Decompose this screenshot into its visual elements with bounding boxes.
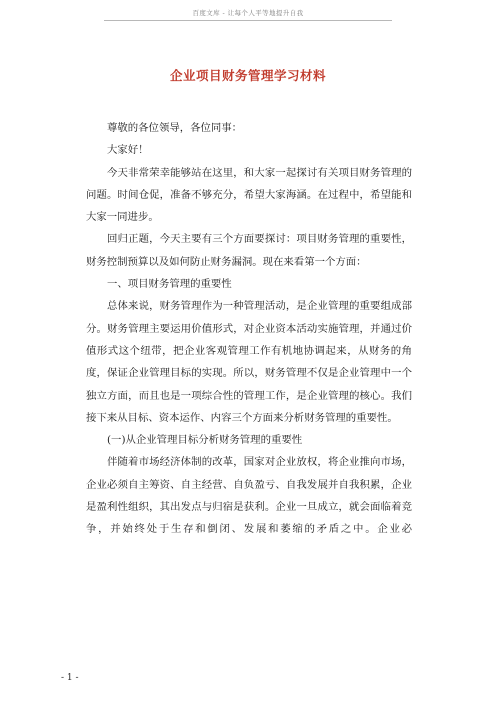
paragraph-agenda: 回归正题，今天主要有三个方面要探讨：项目财务管理的重要性，财务控制预算以及如何防止财务漏洞。现在来看第一个方面： — [86, 233, 412, 268]
body-text — [86, 117, 412, 541]
salutation: 尊敬的各位领导，各位同事： — [107, 122, 243, 134]
header-divider — [104, 20, 392, 21]
document-title: 企业项目财务管理学习材料 — [169, 68, 326, 83]
page-number: - 1 - — [61, 673, 79, 683]
page-header: 百度文库 - 让每个人平等地提升自我 — [192, 9, 304, 17]
greeting: 大家好！ — [107, 144, 149, 157]
subsection-heading-1: (一)从企业管理目标分析财务管理的重要性 — [107, 434, 303, 447]
section-heading-1: 一、项目财务管理的重要性 — [107, 278, 232, 291]
paragraph-overview: 总体来说，财务管理作为一种管理活动，是企业管理的重要组成部分。财务管理主要运用价值形式，对企业资本活动实施管理，并通过价值形式这个纽带，把企业客观管理工作有机地协调起来，从财务的角度，保证企业管理目标的实现。所以，财务管理不仅是企业管理中一个独立方面，而且也是一项综合性的管理工作，是企业管理的核心。我们接下来从目标、资本运作、内容三个方面来分析财务管理的重要性。 — [86, 300, 412, 424]
paragraph-market: 伴随着市场经济体制的改革，国家对企业放权，将企业推向市场，企业必须自主筹资、自主经营、自负盈亏、自我发展并自我积累，企业是盈利性组织，其出发点与归宿是获利。企业一旦成立，就会面临着竞争，并始终处于生存和倒闭、发展和萎缩的矛盾之中。企业必 — [86, 456, 412, 536]
paragraph-intro: 今天非常荣幸能够站在这里，和大家一起探讨有关项目财务管理的问题。时间仓促，准备不够充分，希望大家海涵。在过程中，希望能和大家一同进步。 — [86, 166, 412, 224]
